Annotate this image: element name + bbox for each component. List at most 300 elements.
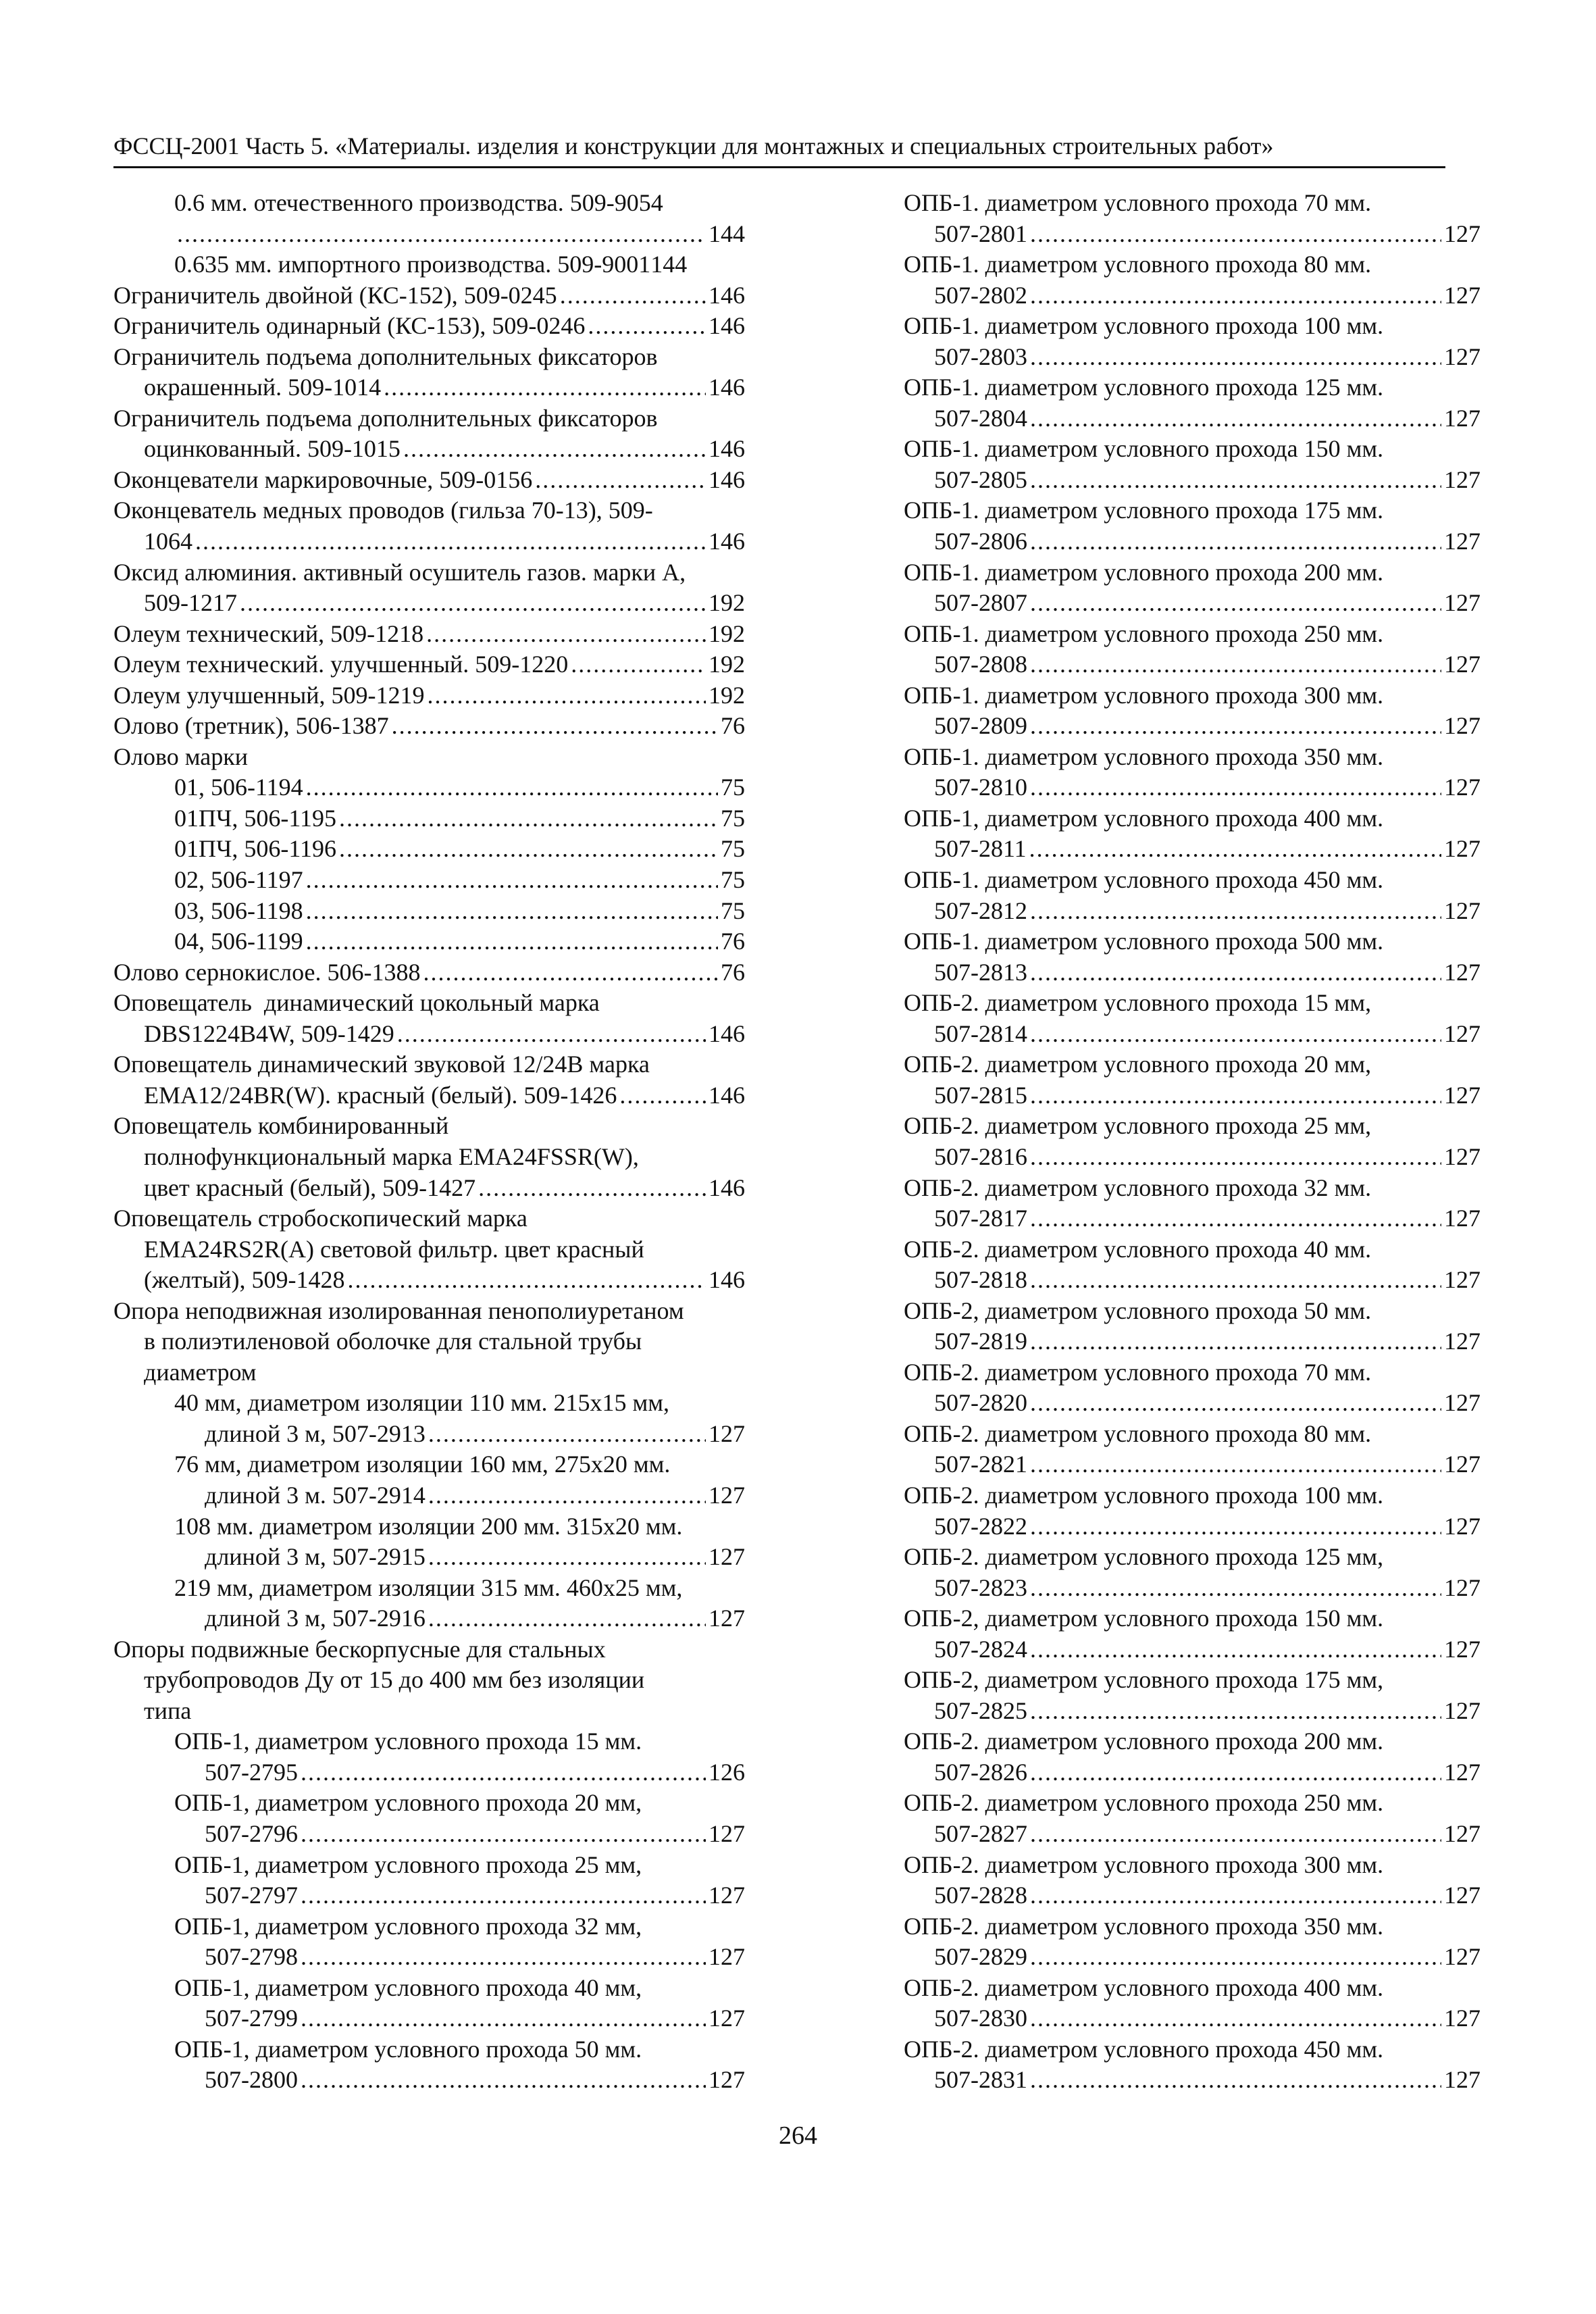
- index-entry-line: [113, 649, 745, 680]
- index-entry-text: ОПБ-1. диаметром условного прохода 250 мм.: [904, 620, 1384, 647]
- index-entry-text: ОПБ-2. диаметром условного прохода 200 мм.: [904, 1728, 1384, 1755]
- index-entry-line: [113, 1203, 745, 1234]
- index-entry-line: [904, 1973, 1481, 2004]
- index-entry-line: [113, 957, 745, 988]
- dot-leader: [348, 1265, 706, 1296]
- index-entry-line: [113, 188, 745, 219]
- index-entry-text: Олеум улучшенный, 509-1219: [113, 681, 425, 709]
- index-entry-text: 507-2809: [934, 712, 1027, 740]
- dot-leader: [1030, 403, 1441, 434]
- index-page-number: 127: [1444, 1266, 1481, 1294]
- index-entry-line: [904, 1019, 1481, 1050]
- index-page-number: 127: [1444, 1943, 1481, 1971]
- index-entry-line: [113, 1234, 745, 1265]
- index-entry-text: ОПБ-2. диаметром условного прохода 300 мм.: [904, 1851, 1384, 1878]
- dot-leader: [392, 711, 718, 742]
- index-entry-line: [113, 834, 745, 865]
- dot-leader: [571, 649, 706, 680]
- index-page-number: 127: [709, 1819, 745, 1847]
- index-entry-text: 507-2817: [934, 1205, 1027, 1232]
- index-entry-text: 507-2807: [934, 589, 1027, 617]
- index-page-number: 127: [1444, 651, 1481, 678]
- index-entry-text: 507-2803: [934, 343, 1027, 370]
- index-entry-line: [904, 1265, 1481, 1296]
- index-entry-line: [904, 1234, 1481, 1265]
- index-entry-line: [904, 434, 1481, 465]
- index-entry-line: [904, 1449, 1481, 1480]
- index-entry-line: [904, 834, 1481, 865]
- index-entry-line: [113, 680, 745, 711]
- index-entry-text: 507-2827: [934, 1819, 1027, 1847]
- dot-leader: [1030, 1573, 1441, 1604]
- index-entry-text: ОПБ-1. диаметром условного прохода 70 мм.: [904, 189, 1372, 216]
- index-entry-line: [904, 1726, 1481, 1757]
- dot-leader: [1030, 1942, 1441, 1973]
- index-entry-line: [113, 1296, 745, 1327]
- index-entry-line: [904, 1573, 1481, 1604]
- index-entry-text: 507-2806: [934, 528, 1027, 555]
- index-entry-line: [113, 1665, 745, 1696]
- index-entry-text: Оконцеватели маркировочные, 509-0156: [113, 466, 533, 493]
- index-entry-line: [904, 988, 1481, 1019]
- index-entry-text: Олеум технический. улучшенный. 509-1220: [113, 651, 569, 678]
- index-entry-line: [904, 1203, 1481, 1234]
- index-entry-text: полнофункциональный марка EMA24FSSR(W),: [144, 1142, 639, 1170]
- index-page-number: 127: [1444, 1882, 1481, 1909]
- index-page-number: 76: [721, 958, 745, 986]
- dot-leader: [306, 926, 718, 957]
- index-entry-line: [904, 1757, 1481, 1788]
- index-entry-text: 507-2812: [934, 897, 1027, 924]
- index-page-number: 146: [709, 312, 745, 340]
- index-entry-line: [904, 957, 1481, 988]
- index-page-number: 127: [1444, 589, 1481, 617]
- index-entry-text: ОПБ-1, диаметром условного прохода 40 мм,: [174, 1973, 642, 2001]
- dot-leader: [339, 803, 718, 834]
- index-entry-line: [113, 342, 745, 373]
- index-entry-text: ОПБ-2. диаметром условного прохода 250 мм.: [904, 1789, 1384, 1817]
- index-entry-text: 507-2801: [934, 220, 1027, 247]
- index-page-number: 127: [1444, 1696, 1481, 1724]
- index-entry-text: ОПБ-1. диаметром условного прохода 200 мм.: [904, 558, 1384, 586]
- header-rule: [113, 166, 1445, 168]
- index-page-number: 75: [721, 897, 745, 924]
- dot-leader: [1030, 1449, 1441, 1480]
- index-entry-text: 507-2800: [205, 2066, 298, 2094]
- index-entry-text: Оксид алюминия. активный осушитель газов. марки А,: [113, 558, 686, 586]
- index-entry-line: [904, 372, 1481, 403]
- index-entry-line: [904, 680, 1481, 711]
- index-entry-text: ОПБ-1. диаметром условного прохода 125 мм.: [904, 374, 1384, 401]
- dot-leader: [1030, 342, 1441, 373]
- index-page-number: 127: [1444, 1758, 1481, 1786]
- index-page-number: 127: [1444, 958, 1481, 986]
- index-page-number: 127: [709, 1419, 745, 1447]
- index-entry-text: 507-2813: [934, 958, 1027, 986]
- index-entry-line: [904, 1111, 1481, 1142]
- index-entry-line: [904, 711, 1481, 742]
- index-entry-text: ОПБ-2. диаметром условного прохода 100 мм.: [904, 1481, 1384, 1509]
- index-page-number: 75: [721, 804, 745, 832]
- index-entry-text: 507-2828: [934, 1882, 1027, 1909]
- index-entry-text: 02, 506-1197: [174, 866, 303, 894]
- index-page-number: 127: [709, 2005, 745, 2032]
- index-entry-line: [904, 1173, 1481, 1204]
- index-entry-line: [113, 1173, 745, 1204]
- index-entry-line: [113, 1788, 745, 1819]
- index-page-number: 75: [721, 835, 745, 863]
- index-entry-text: ОПБ-1. диаметром условного прохода 175 мм.: [904, 497, 1384, 524]
- dot-leader: [428, 1542, 706, 1573]
- index-entry-text: 01ПЧ, 506-1196: [174, 835, 337, 863]
- index-entry-text: 507-2815: [934, 1081, 1027, 1109]
- index-entry-line: [904, 1049, 1481, 1080]
- index-page-number: 192: [709, 651, 745, 678]
- index-page-number: 127: [1444, 1081, 1481, 1109]
- index-entry-line: [904, 1603, 1481, 1634]
- index-entry-text: ОПБ-2. диаметром условного прохода 15 мм,: [904, 989, 1372, 1017]
- index-entry-line: [904, 2034, 1481, 2065]
- dot-leader: [535, 465, 706, 496]
- index-entry-text: 0.635 мм. импортного производства. 509-9001: [174, 251, 651, 278]
- dot-leader: [1030, 649, 1441, 680]
- index-entry-line: [904, 926, 1481, 957]
- dot-leader: [428, 1419, 706, 1450]
- index-entry-line: [904, 311, 1481, 342]
- index-entry-line: [113, 988, 745, 1019]
- index-entry-line: [113, 1973, 745, 2004]
- index-entry-line: [113, 1603, 745, 1634]
- index-entry-text: ОПБ-2. диаметром условного прохода 400 мм.: [904, 1973, 1384, 2001]
- index-entry-text: 507-2808: [934, 651, 1027, 678]
- index-page-number: 144: [650, 251, 688, 278]
- index-entry-text: ОПБ-1. диаметром условного прохода 350 мм.: [904, 743, 1384, 770]
- index-entry-line: [113, 1265, 745, 1296]
- dot-leader: [306, 865, 718, 896]
- index-entry-text: 219 мм, диаметром изоляции 315 мм. 460x25 мм,: [174, 1574, 683, 1601]
- index-entry-text: ОПБ-2. диаметром условного прохода 70 мм.: [904, 1358, 1372, 1386]
- index-entry-line: [904, 1880, 1481, 1911]
- index-entry-line: [904, 619, 1481, 650]
- index-entry-line: [904, 1911, 1481, 1942]
- index-entry-line: [113, 1019, 745, 1050]
- index-entry-line: [113, 1511, 745, 1542]
- index-entry-text: 507-2814: [934, 1020, 1027, 1047]
- dot-leader: [426, 619, 706, 650]
- index-entry-line: [904, 803, 1481, 834]
- index-entry-line: [113, 526, 745, 557]
- dot-leader: [1030, 526, 1441, 557]
- index-entry-line: [904, 865, 1481, 896]
- index-page-number: 127: [1444, 1574, 1481, 1601]
- index-entry-text: ОПБ-2. диаметром условного прохода 450 мм.: [904, 2035, 1384, 2063]
- dot-leader: [1030, 711, 1441, 742]
- index-entry-text: длиной 3 м, 507-2915: [205, 1543, 426, 1571]
- index-entry-line: [113, 219, 745, 250]
- index-entry-line: [113, 1080, 745, 1111]
- index-entry-text: ОПБ-1, диаметром условного прохода 25 мм,: [174, 1851, 642, 1878]
- index-entry-text: 507-2824: [934, 1635, 1027, 1663]
- dot-leader: [1030, 896, 1441, 927]
- index-entry-text: ОПБ-2. диаметром условного прохода 20 мм,: [904, 1051, 1372, 1078]
- index-entry-line: [113, 1573, 745, 1604]
- index-entry-text: 108 мм. диаметром изоляции 200 мм. 315x20 мм.: [174, 1512, 683, 1540]
- index-entry-line: [904, 1511, 1481, 1542]
- index-entry-line: [113, 1757, 745, 1788]
- index-entry-line: [113, 1634, 745, 1665]
- index-entry-text: 507-2822: [934, 1512, 1027, 1540]
- dot-leader: [339, 834, 718, 865]
- index-entry-line: [113, 1850, 745, 1881]
- index-entry-line: [904, 1357, 1481, 1388]
- dot-leader: [306, 896, 718, 927]
- index-page-number: 146: [709, 1020, 745, 1047]
- index-page-number: 127: [709, 1481, 745, 1509]
- index-entry-line: [113, 2003, 745, 2034]
- index-page-number: 127: [1444, 220, 1481, 247]
- index-entry-text: ОПБ-2. диаметром условного прохода 125 мм,: [904, 1543, 1384, 1571]
- index-entry-line: [904, 2065, 1481, 2096]
- index-entry-text: типа: [144, 1696, 192, 1724]
- index-entry-line: [904, 742, 1481, 773]
- index-entry-line: [904, 1665, 1481, 1696]
- index-page-number: 127: [1444, 1819, 1481, 1847]
- index-page-number: 127: [1444, 1389, 1481, 1417]
- index-entry-line: [113, 311, 745, 342]
- index-entry-line: [904, 526, 1481, 557]
- index-entry-text: 40 мм, диаметром изоляции 110 мм. 215x15 мм,: [174, 1389, 670, 1417]
- dot-leader: [1030, 1142, 1441, 1173]
- index-page-number: 75: [721, 774, 745, 801]
- dot-leader: [1030, 280, 1441, 311]
- index-entry-line: [904, 1326, 1481, 1357]
- index-entry-text: 03, 506-1198: [174, 897, 303, 924]
- index-entry-line: [904, 342, 1481, 373]
- index-entry-text: Ограничитель двойной (КС-152), 509-0245: [113, 281, 557, 309]
- index-entry-line: [113, 1419, 745, 1450]
- index-entry-text: ОПБ-1, диаметром условного прохода 15 мм.: [174, 1728, 642, 1755]
- index-entry-text: 507-2810: [934, 774, 1027, 801]
- index-entry-text: Ограничитель подъема дополнительных фиксаторов: [113, 343, 658, 370]
- index-entry-text: ОПБ-2. диаметром условного прохода 80 мм.: [904, 1419, 1372, 1447]
- index-entry-text: Олово сернокислое. 506-1388: [113, 958, 421, 986]
- index-entry-text: EMA12/24BR(W). красный (белый). 509-1426: [144, 1081, 617, 1109]
- index-entry-text: 507-2830: [934, 2005, 1027, 2032]
- index-entry-text: 507-2820: [934, 1389, 1027, 1417]
- dot-leader: [428, 1603, 706, 1634]
- index-page-number: 127: [1444, 1635, 1481, 1663]
- index-entry-text: оцинкованный. 509-1015: [144, 435, 401, 463]
- index-entry-text: цвет красный (белый), 509-1427: [144, 1174, 476, 1201]
- index-entry-line: [113, 403, 745, 434]
- index-entry-text: 509-1217: [144, 589, 237, 617]
- index-entry-line: [113, 249, 745, 280]
- index-entry-line: [904, 1850, 1481, 1881]
- index-entry-text: в полиэтиленовой оболочке для стальной трубы: [144, 1328, 642, 1355]
- dot-leader: [301, 2065, 706, 2096]
- index-entry-text: Опоры подвижные бескорпусные для стальных: [113, 1635, 606, 1663]
- index-entry-text: ОПБ-1. диаметром условного прохода 500 мм.: [904, 928, 1384, 955]
- dot-leader: [1030, 2003, 1441, 2034]
- index-page-number: 127: [709, 1943, 745, 1971]
- index-page-number: 126: [709, 1758, 745, 1786]
- index-page-number: 127: [1444, 774, 1481, 801]
- index-page-number: 127: [1444, 343, 1481, 370]
- dot-leader: [1030, 772, 1441, 803]
- index-entry-text: окрашенный. 509-1014: [144, 374, 382, 401]
- dot-leader: [1030, 1203, 1441, 1234]
- index-entry-line: [904, 557, 1481, 588]
- index-entry-line: [904, 1542, 1481, 1573]
- dot-leader: [1030, 1757, 1441, 1788]
- dot-leader: [423, 957, 718, 988]
- index-entry-text: ОПБ-1, диаметром условного прохода 20 мм,: [174, 1789, 642, 1817]
- dot-leader: [1030, 219, 1441, 250]
- index-entry-text: 507-2826: [934, 1758, 1027, 1786]
- index-entry-line: [904, 1788, 1481, 1819]
- dot-leader: [301, 1942, 706, 1973]
- index-entry-line: [904, 465, 1481, 496]
- dot-leader: [619, 1080, 706, 1111]
- index-page-number: 75: [721, 866, 745, 894]
- index-page-number: 127: [1444, 1451, 1481, 1478]
- index-page-number: 127: [1444, 404, 1481, 432]
- index-entry-line: [904, 896, 1481, 927]
- index-entry-line: [113, 2034, 745, 2065]
- index-entry-text: 507-2805: [934, 466, 1027, 493]
- index-entry-text: 507-2798: [205, 1943, 298, 1971]
- index-entry-line: [113, 1911, 745, 1942]
- dot-leader: [397, 1019, 706, 1050]
- index-page-number: 146: [709, 374, 745, 401]
- index-entry-text: ОПБ-1, диаметром условного прохода 400 мм.: [904, 804, 1384, 832]
- index-page-number: 146: [709, 435, 745, 463]
- dot-leader: [306, 772, 718, 803]
- index-entry-text: ОПБ-1. диаметром условного прохода 150 мм.: [904, 435, 1384, 463]
- index-entry-text: 507-2796: [205, 1819, 298, 1847]
- index-entry-line: [113, 1449, 745, 1480]
- index-entry-line: [113, 372, 745, 403]
- index-page-number: 146: [709, 1266, 745, 1294]
- index-entry-line: [113, 1880, 745, 1911]
- index-entry-text: 0.6 мм. отечественного производства. 509-9054: [174, 189, 663, 216]
- index-entry-line: [904, 1819, 1481, 1850]
- index-page-number: 127: [709, 2066, 745, 2094]
- index-page-number: 127: [1444, 1328, 1481, 1355]
- index-page-number: 146: [709, 1081, 745, 1109]
- index-entry-text: Ограничитель одинарный (КС-153), 509-0246: [113, 312, 586, 340]
- dot-leader: [1030, 465, 1441, 496]
- index-entry-line: [904, 280, 1481, 311]
- index-page-number: 127: [1444, 281, 1481, 309]
- index-entry-text: Оповещатель динамический цокольный марка: [113, 989, 600, 1017]
- index-entry-text: 76 мм, диаметром изоляции 160 мм, 275x20 мм.: [174, 1451, 671, 1478]
- index-entry-line: [113, 557, 745, 588]
- index-entry-text: 04, 506-1199: [174, 928, 303, 955]
- index-entry-text: 507-2816: [934, 1142, 1027, 1170]
- dot-leader: [560, 280, 706, 311]
- index-entry-line: [904, 1296, 1481, 1327]
- index-page-number: 127: [1444, 712, 1481, 740]
- index-entry-line: [904, 2003, 1481, 2034]
- dot-leader: [1030, 1326, 1441, 1357]
- index-entry-line: [113, 1480, 745, 1511]
- index-entry-line: [113, 588, 745, 619]
- index-entry-text: 507-2823: [934, 1574, 1027, 1601]
- index-page-number: 127: [1444, 1020, 1481, 1047]
- dot-leader: [1030, 1019, 1441, 1050]
- index-entry-line: [113, 865, 745, 896]
- index-entry-line: [113, 1142, 745, 1173]
- index-entry-text: ОПБ-1. диаметром условного прохода 80 мм.: [904, 251, 1372, 278]
- index-entry-text: 507-2819: [934, 1328, 1027, 1355]
- index-entry-line: [113, 772, 745, 803]
- dot-leader: [428, 1480, 706, 1511]
- index-entry-line: [113, 896, 745, 927]
- index-entry-line: [904, 649, 1481, 680]
- index-entry-text: Оповещатель динамический звуковой 12/24В марка: [113, 1051, 650, 1078]
- index-entry-text: DBS1224B4W, 509-1429: [144, 1020, 394, 1047]
- index-page-number: 127: [1444, 1142, 1481, 1170]
- index-entry-text: диаметром: [144, 1358, 257, 1386]
- index-entry-line: [904, 495, 1481, 526]
- index-entry-text: Оконцеватель медных проводов (гильза 70-13), 509-: [113, 497, 653, 524]
- index-entry-line: [113, 803, 745, 834]
- index-entry-text: ОПБ-2. диаметром условного прохода 25 мм,: [904, 1112, 1372, 1140]
- dot-leader: [1030, 1819, 1441, 1850]
- page-number: 264: [779, 2121, 817, 2150]
- dot-leader: [1030, 1511, 1441, 1542]
- dot-leader: [1030, 1388, 1441, 1419]
- index-entry-text: Олово марки: [113, 743, 248, 770]
- dot-leader: [195, 526, 706, 557]
- index-entry-line: [113, 495, 745, 526]
- dot-leader: [403, 434, 706, 465]
- index-entry-text: 507-2797: [205, 1882, 298, 1909]
- index-page-number: 192: [709, 681, 745, 709]
- index-entry-text: трубопроводов Ду от 15 до 400 мм без изоляции: [144, 1666, 645, 1694]
- index-entry-line: [113, 742, 745, 773]
- index-entry-line: [904, 403, 1481, 434]
- index-entry-text: 507-2831: [934, 2066, 1027, 2094]
- index-entry-text: ОПБ-1. диаметром условного прохода 450 мм.: [904, 866, 1384, 894]
- dot-leader: [301, 1819, 706, 1850]
- index-entry-line: [113, 280, 745, 311]
- index-entry-text: 01, 506-1194: [174, 774, 303, 801]
- index-entry-line: [113, 1111, 745, 1142]
- index-page-number: 127: [1444, 528, 1481, 555]
- index-entry-text: Оповещатель комбинированный: [113, 1112, 449, 1140]
- index-entry-text: 507-2799: [205, 2005, 298, 2032]
- index-entry-line: [113, 1819, 745, 1850]
- index-page-number: 127: [1444, 2066, 1481, 2094]
- index-entry-text: 507-2804: [934, 404, 1027, 432]
- index-page-number: 76: [721, 712, 745, 740]
- dot-leader: [240, 588, 706, 619]
- index-entry-line: [904, 772, 1481, 803]
- index-page-number: 127: [1444, 835, 1481, 863]
- index-entry-line: [113, 1326, 745, 1357]
- index-entry-line: [113, 2065, 745, 2096]
- index-entry-text: ОПБ-2. диаметром условного прохода 40 мм.: [904, 1235, 1372, 1263]
- index-page-number: 192: [709, 589, 745, 617]
- index-page-number: 146: [709, 1174, 745, 1201]
- index-entry-text: ОПБ-1, диаметром условного прохода 50 мм.: [174, 2035, 642, 2063]
- index-entry-line: [113, 1388, 745, 1419]
- index-entry-line: [113, 1049, 745, 1080]
- index-entry-text: ОПБ-1. диаметром условного прохода 100 мм.: [904, 312, 1384, 340]
- index-entry-text: 507-2795: [205, 1758, 298, 1786]
